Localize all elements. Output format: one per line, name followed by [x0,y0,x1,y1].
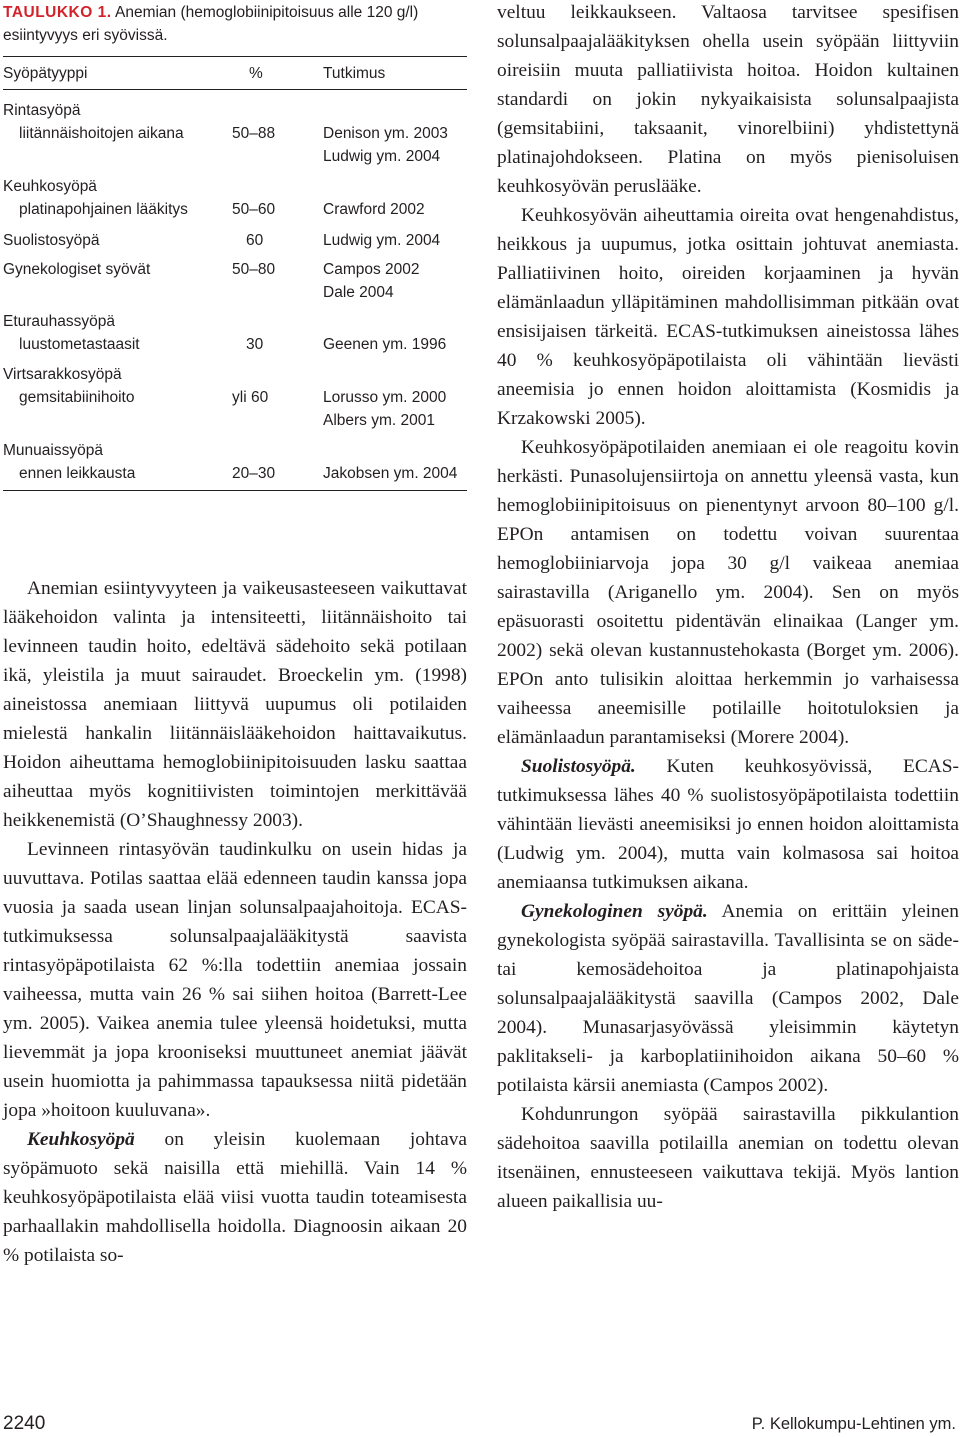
column-header-study: Tutkimus [323,65,386,82]
table-cell-percent: 60 [246,232,264,249]
table-cell-study: Crawford 2002 [323,201,425,218]
table-cell-type: Virtsarakkosyöpä [3,366,122,383]
running-footer-author: P. Kellokumpu-Lehtinen ym. [751,1415,956,1433]
table-caption-text-2: esiintyvyys eri syövissä. [3,27,168,44]
paragraph: veltuu leikkaukseen. Valtaosa tarvitsee spesifisen solunsalpaajalääkityksen ohella usein syöpään liittyviin oireisiin muuta palliatiivista hoitoa. Hoidon kultainen standardi on jokin nykyaikaisista solunsalpaajista (gemsitabiini, taksaanit, vinorelbiini) yhdistettynä platinajohdokseen. Platina on myös pienisoluisen keuhkosyövän peruslääke. [497,2,959,197]
table-cell-study: Lorusso ym. 2000 [323,389,447,406]
table-cell-percent: 30 [246,336,264,353]
table-cell-subtype: gemsitabiinihoito [19,389,135,406]
table-cell-study: Jakobsen ym. 2004 [323,465,458,482]
table-cell-percent: 20–30 [232,465,276,482]
table-cell-type: Keuhkosyöpä [3,178,97,195]
page-number: 2240 [3,1413,46,1434]
section-lead-lung-cancer: Keuhkosyöpä [27,1129,135,1150]
paragraph: Keuhkosyöpäpotilaiden anemiaan ei ole reagoitu kovin herkästi. Punasolujensiirtoja on annettu yleensä vasta, kun hemoglobiinipitoisuus on pienentynyt arvoon 80–100 g/l. EPOn antamisen on todettu voivan suurentaa hemoglobiiniarvoja jopa 30 g/l vaikeaa anemiaa sairastavilla (Ariganello ym. 2004). Sen on myös epäsuorasti osoitettu pidentävän elinaikaa (Langer ym. 2002) sekä olevan kustannustehokasta (Borget ym. 2006). EPOn anto tulisikin aloittaa herkemmin jo varhaisessa vaiheessa aneemisille potilaille hoitotuloksien ja elämänlaadun parantamiseksi (Morere 2004). [497,437,959,748]
table-cell-percent: 50–60 [232,201,276,218]
table-cell-study: Ludwig ym. 2004 [323,232,441,249]
table-cell-percent: 50–88 [232,125,276,142]
table-1 [3,0,467,482]
table-cell-percent: yli 60 [232,389,269,406]
paragraph: Kohdunrungon syöpää sairastavilla pikkulantion sädehoitoa saavilla potilailla anemian on todettu olevan itsenäinen, ennusteeseen vaikuttava tekijä. Myös lantion alueen paikallisia uu- [497,1104,959,1212]
paragraph-text: Kuten keuhkosyövissä, ECAS-tutkimuksessa lähes 40 % suolistosyöpäpotilaista todettiin vähintään lievästi aneemisiksi jo ennen hoidon aloittamista (Ludwig ym. 2004), mutta vain kolmasosa sai hoitoa anemiaansa tutkimuksen aikana. [497,756,959,893]
table-cell-study: Albers ym. 2001 [323,412,435,429]
table-cell-subtype: luustometastaasit [19,336,140,353]
paragraph: Levinneen rintasyövän taudinkulku on usein hidas ja uuvuttava. Potilas saattaa elää edenneen taudin kanssa jopa vuosia ja saada usean linjan solunsalpaajahoitoja. ECAS-tutkimuksessa solunsalpaajalääkitystä saavista rintasyöpäpotilaista 62 %:lla todettiin anemiaa jossain vaiheessa, mutta vain 26 % sai siihen hoitoa (Barrett-Lee ym. 2005). Vaikea anemia tulee yleensä hoidetuksi, mutta lievemmät ja jopa krooniseksi muuttuneet anemiat jäävät usein huomiotta ja pahimmassa tapauksessa niitä pidetään jopa »hoitoon kuuluvana». [3,839,467,1121]
column-header-percent: % [249,65,263,82]
section-lead-gynecologic-cancer: Gynekologinen syöpä. [521,901,708,922]
table-cell-study: Geenen ym. 1996 [323,336,447,353]
table-cell-subtype: ennen leikkausta [19,465,136,482]
section-lead-bowel-cancer: Suolistosyöpä. [521,756,636,777]
table-cell-study: Ludwig ym. 2004 [323,148,441,165]
table-bottom-rule [3,490,467,491]
paragraph: Anemian esiintyvyyteen ja vaikeusasteeseen vaikuttavat lääkehoidon valinta ja intensiteetti, liitännäishoito tai levinneen taudin hoito, edeltävä sädehoito sekä potilaan ikä, yleistila ja muut sairaudet. Broeckelin ym. (1998) aineistossa anemiaan liittyvä uupumus oli potilaiden mielestä hankalin liitännäislääkehoidon haittavaikutus. Hoidon aiheuttama hemoglobiinipitoisuuden lasku saattaa aiheuttaa myös kognitiivisten toimintojen merkittävää heikkenemistä (O’Shaughnessy 2003). [3,578,467,831]
table-cell-study: Denison ym. 2003 [323,125,448,142]
table-caption-label: TAULUKKO 1. [3,4,112,21]
table-caption [3,1,467,47]
column-header-type: Syöpätyyppi [3,65,88,82]
table-top-rule [3,56,467,57]
paragraph [497,897,959,1100]
table-cell-study: Campos 2002 [323,261,420,278]
paragraph-text: Anemia on erittäin yleinen gynekologista syöpää sairastavilla. Tavallisinta se on säde- tai kemosädehoitoa ja platinapohjaista solunsalpaajalääkitystä saavilla (Campos 2002, Dale 2004). Munasarjasyövässä yleisimmin käytetyn paklitakseli- ja karboplatiinihoidon aikana 50–60 % potilaista kärsii anemiasta (Campos 2002). [497,901,959,1096]
table-cell-subtype: platinapohjainen lääkitys [19,201,188,218]
paragraph [3,1125,467,1270]
paragraph [497,752,959,897]
body-column-right [497,0,959,1216]
table-cell-study: Dale 2004 [323,284,394,301]
table-cell-type: Gynekologiset syövät [3,261,151,278]
paragraph: Keuhkosyövän aiheuttamia oireita ovat hengenahdistus, heikkous ja uupumus, jotka osittain johtuvat anemiasta. Palliatiivinen hoito, oireiden korjaaminen ja hyvän elämänlaadun ylläpitäminen mahdollisimman pitkään ovat ensisijaisen tärkeitä. ECAS-tutkimuksen aineistossa lähes 40 % keuhkosyöpäpotilaista oli vähintään lievästi aneemisia jo ennen hoidon aloittamista (Kosmidis ja Krzakowski 2005). [497,205,959,429]
paragraph-text: on yleisin kuolemaan johtava syöpämuoto sekä naisilla että miehillä. Vain 14 % keuhkosyöpäpotilaista elää viisi vuotta taudin toteamisesta parhaallakin mahdollisella hoidolla. Diagnoosin aikaan 20 % potilaista so- [3,1129,467,1266]
table-cell-type: Eturauhassyöpä [3,313,116,330]
body-column-left [3,574,467,1270]
table-cell-percent: 50–80 [232,261,276,278]
table-caption-text: Anemian (hemoglobiinipitoisuus alle 120 g/l) [115,4,419,21]
table-cell-type: Rintasyöpä [3,102,81,119]
table-cell-subtype: liitännäishoitojen aikana [19,125,184,142]
table-cell-type: Suolistosyöpä [3,232,100,249]
table-cell-type: Munuaissyöpä [3,442,103,459]
table-header-rule [3,89,467,90]
